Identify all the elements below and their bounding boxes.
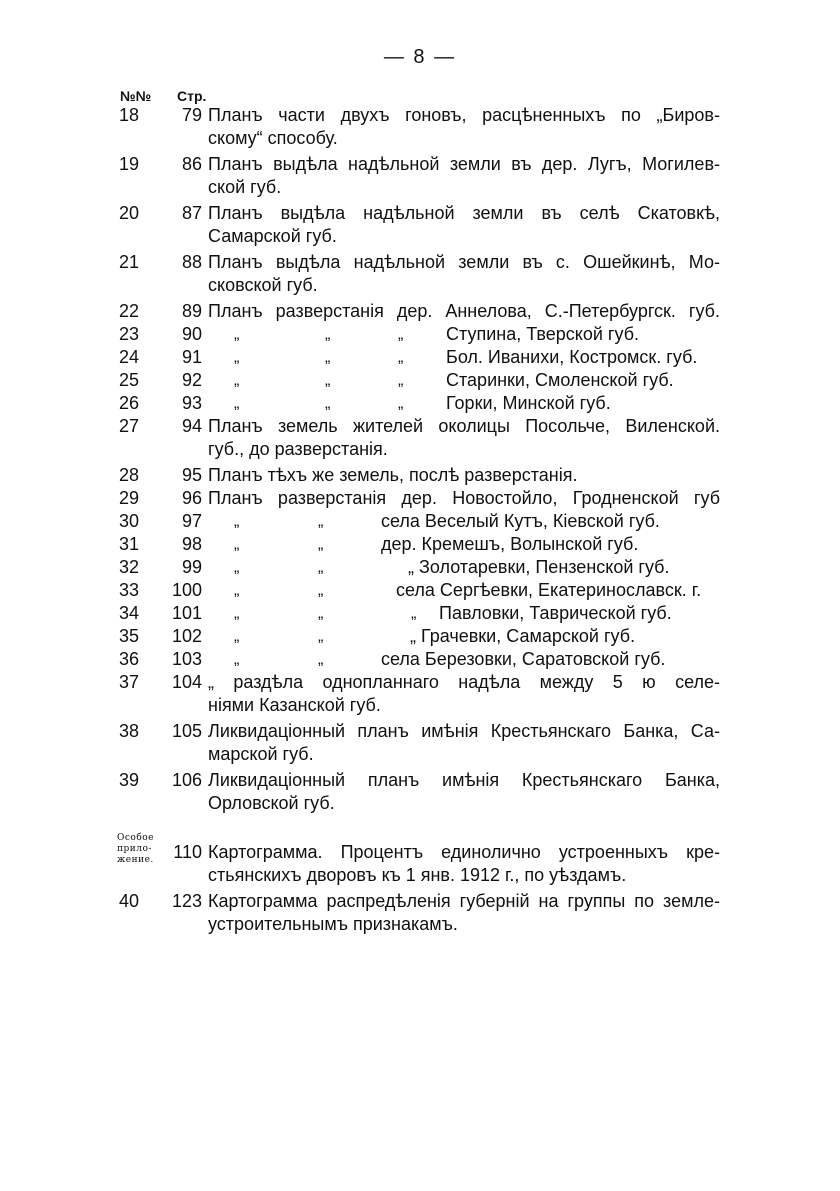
- ditto-mark: „: [318, 651, 324, 668]
- entry-page: 92: [181, 370, 202, 390]
- ditto-mark: „: [234, 559, 240, 576]
- entry-text-line: Планъ земель жителей околицы Посольче, Виленской.: [208, 416, 720, 436]
- ditto-mark: „: [234, 582, 240, 599]
- list-item: [0, 392, 840, 415]
- entry-text-line: сковской губ.: [208, 275, 318, 295]
- ditto-mark: „: [318, 605, 324, 622]
- entry-page: 96: [181, 488, 202, 508]
- entry-text: Планъ разверстанія дер. Аннелова, С.-Петербургск. губ.: [208, 301, 720, 321]
- ditto-mark: „: [411, 605, 417, 622]
- entry-number: 40: [119, 891, 140, 911]
- entry-number: 37: [119, 672, 140, 692]
- list-of-plans: [0, 104, 840, 936]
- header-number-column: №№: [120, 88, 152, 104]
- ditto-mark: „: [234, 349, 240, 366]
- entry-page: 103: [171, 649, 202, 669]
- entry-text: села Березовки, Саратовской губ.: [381, 649, 666, 669]
- entry-text: дер. Кремешъ, Волынской губ.: [381, 534, 639, 554]
- entry-number: 30: [119, 511, 140, 531]
- list-item: [0, 769, 840, 815]
- entry-page: 104: [171, 672, 202, 692]
- entry-page: 123: [171, 891, 202, 911]
- entry-text: „ Золотаревки, Пензенской губ.: [408, 557, 670, 577]
- list-item: [0, 602, 840, 625]
- entry-page: 88: [181, 252, 202, 272]
- list-item: [0, 346, 840, 369]
- entry-page: 98: [181, 534, 202, 554]
- ditto-mark: „: [318, 536, 324, 553]
- entry-number: 33: [119, 580, 140, 600]
- entry-page: 101: [171, 603, 202, 623]
- entry-number: 39: [119, 770, 140, 790]
- list-item: [0, 251, 840, 297]
- list-item: [0, 153, 840, 199]
- entry-text-line: Ликвидаціонный планъ имѣнія Крестьянскаго Банка,: [208, 770, 720, 790]
- entry-number: 22: [119, 301, 140, 321]
- entry-text: Бол. Иванихи, Костромск. губ.: [446, 347, 698, 367]
- entry-number: 21: [119, 252, 140, 272]
- list-item: [0, 415, 840, 461]
- entry-text: „ Грачевки, Самарской губ.: [410, 626, 636, 646]
- list-item: [0, 648, 840, 671]
- list-item: [0, 487, 840, 510]
- entry-page: 105: [171, 721, 202, 741]
- entry-text-line: Картограмма. Процентъ единолично устроенныхъ кре-: [208, 842, 720, 862]
- entry-number: 31: [119, 534, 140, 554]
- header-page-column: Стр.: [177, 88, 207, 104]
- entry-text: Планъ разверстанія дер. Новостойло, Гродненской губ: [208, 488, 720, 508]
- list-item: [0, 202, 840, 248]
- entry-text-line: устроительнымъ признакамъ.: [208, 914, 458, 934]
- ditto-mark: „: [398, 326, 404, 343]
- entry-text-line: ской губ.: [208, 177, 282, 197]
- entry-number: 20: [119, 203, 140, 223]
- entry-page: 93: [181, 393, 202, 413]
- entry-page: 99: [181, 557, 202, 577]
- ditto-mark: „: [398, 349, 404, 366]
- entry-number: 18: [119, 105, 140, 125]
- entry-text: Ступина, Тверской губ.: [446, 324, 640, 344]
- entry-text-line: „ раздѣла однопланнаго надѣла между 5 ю селе-: [208, 672, 720, 692]
- ditto-mark: „: [234, 395, 240, 412]
- entry-number: 29: [119, 488, 140, 508]
- entry-number: 32: [119, 557, 140, 577]
- entry-text: села Веселый Кутъ, Кіевской губ.: [381, 511, 660, 531]
- list-item: [0, 510, 840, 533]
- entry-number: 38: [119, 721, 140, 741]
- entry-page: 89: [181, 301, 202, 321]
- entry-page: 95: [181, 465, 202, 485]
- entry-text-line: скому“ способу.: [208, 128, 338, 148]
- entry-text: Старинки, Смоленской губ.: [446, 370, 674, 390]
- ditto-mark: „: [234, 605, 240, 622]
- list-item: [0, 533, 840, 556]
- list-item: [0, 556, 840, 579]
- entry-number: 24: [119, 347, 140, 367]
- list-item: [0, 625, 840, 648]
- entry-page: 110: [173, 842, 202, 862]
- entry-text-line: Ликвидаціонный планъ имѣнія Крестьянскаго Банка, Са-: [208, 721, 720, 741]
- ditto-mark: „: [325, 395, 331, 412]
- entry-page: 87: [181, 203, 202, 223]
- entry-text-line: ніями Казанской губ.: [208, 695, 381, 715]
- entry-text-line: Картограмма распредѣленія губерній на группы по земле-: [208, 891, 720, 911]
- entry-text-line: губ., до разверстанія.: [208, 439, 388, 459]
- page-number: — 8 —: [383, 46, 457, 68]
- ditto-mark: „: [398, 395, 404, 412]
- list-item: [0, 833, 840, 887]
- entry-text-line: Планъ части двухъ гоновъ, расцѣненныхъ по „Биров-: [208, 105, 720, 125]
- entry-number: 23: [119, 324, 140, 344]
- entry-text-line: Планъ выдѣла надѣльной земли въ дер. Лугъ, Могилев-: [208, 154, 720, 174]
- entry-page: 91: [181, 347, 202, 367]
- entry-page: 79: [181, 105, 202, 125]
- entry-page: 102: [171, 626, 202, 646]
- ditto-mark: „: [325, 349, 331, 366]
- ditto-mark: „: [325, 372, 331, 389]
- entry-text: села Сергѣевки, Екатеринославск. г.: [396, 580, 702, 600]
- entry-text: Павловки, Таврической губ.: [439, 603, 672, 623]
- ditto-mark: „: [234, 372, 240, 389]
- entry-page: 94: [181, 416, 202, 436]
- ditto-mark: „: [318, 582, 324, 599]
- entry-text-line: Планъ выдѣла надѣльной земли въ селѣ Скатовкѣ,: [208, 203, 720, 223]
- entry-text-line: Орловской губ.: [208, 793, 335, 813]
- entry-number: 34: [119, 603, 140, 623]
- entry-text-line: Самарской губ.: [208, 226, 337, 246]
- list-item: [0, 464, 840, 487]
- entry-page: 90: [181, 324, 202, 344]
- entry-page: 106: [171, 770, 202, 790]
- ditto-mark: „: [325, 326, 331, 343]
- entry-number: 19: [119, 154, 140, 174]
- entry-number: 26: [119, 393, 140, 413]
- list-item: [0, 300, 840, 323]
- entry-number: 28: [119, 465, 140, 485]
- list-item: [0, 104, 840, 150]
- special-appendix-label: Особое прило-жение.: [117, 833, 155, 865]
- list-item: [0, 671, 840, 717]
- entry-text-line: Планъ выдѣла надѣльной земли въ с. Ошейкинѣ, Мо-: [208, 252, 720, 272]
- list-item: [0, 579, 840, 602]
- list-item: [0, 720, 840, 766]
- list-item: [0, 369, 840, 392]
- ditto-mark: „: [234, 513, 240, 530]
- entry-number: 36: [119, 649, 140, 669]
- entry-text: Горки, Минской губ.: [446, 393, 611, 413]
- ditto-mark: „: [318, 628, 324, 645]
- entry-text-line: марской губ.: [208, 744, 314, 764]
- ditto-mark: „: [234, 536, 240, 553]
- entry-page: 97: [181, 511, 202, 531]
- ditto-mark: „: [234, 628, 240, 645]
- ditto-mark: „: [234, 326, 240, 343]
- ditto-mark: „: [318, 513, 324, 530]
- entry-number: 25: [119, 370, 140, 390]
- ditto-mark: „: [398, 372, 404, 389]
- entry-page: 86: [181, 154, 202, 174]
- entry-page: 100: [171, 580, 202, 600]
- list-item: [0, 890, 840, 936]
- ditto-mark: „: [318, 559, 324, 576]
- entry-number: 35: [119, 626, 140, 646]
- entry-number: 27: [119, 416, 140, 436]
- entry-text: Планъ тѣхъ же земель, послѣ разверстанія.: [208, 465, 578, 485]
- entry-text-line: стьянскихъ дворовъ къ 1 янв. 1912 г., по уѣздамъ.: [208, 865, 627, 885]
- list-item: [0, 323, 840, 346]
- ditto-mark: „: [234, 651, 240, 668]
